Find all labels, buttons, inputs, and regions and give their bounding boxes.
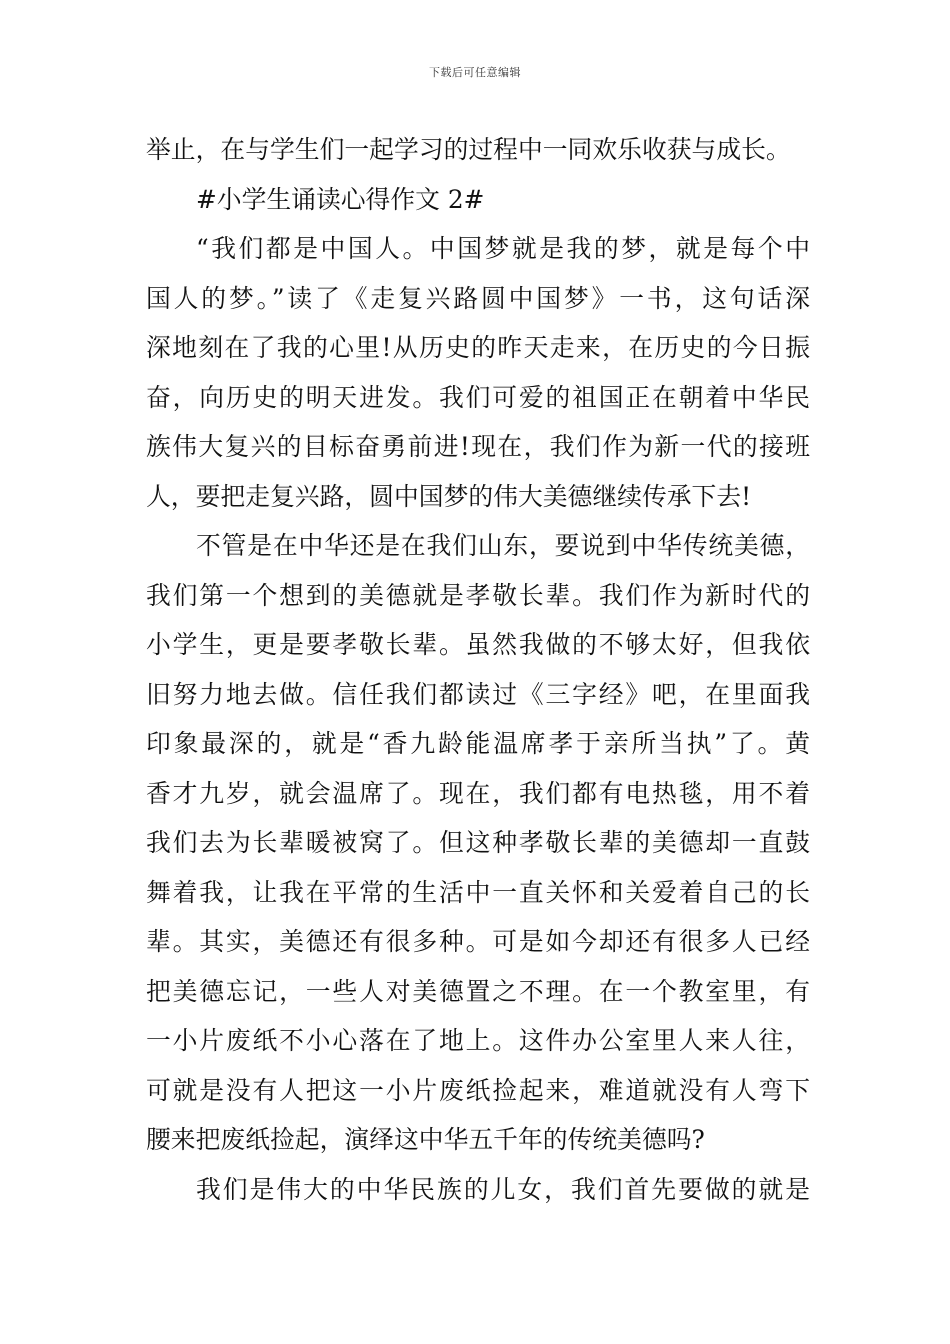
- text-line: 不管是在中华还是在我们山东，要说到中华传统美德，: [196, 531, 810, 560]
- text-line: 一小片废纸不小心落在了地上。这件办公室里人来人往，: [146, 1026, 810, 1055]
- section-heading: #小学生诵读心得作文 2#: [196, 184, 485, 214]
- text-line: 旧努力地去做。信任我们都读过《三字经》吧，在里面我: [146, 679, 810, 709]
- text-line: 族伟大复兴的目标奋勇前进!现在，我们作为新一代的接班: [146, 432, 810, 461]
- text-line: “我们都是中国人。中国梦就是我的梦，就是每个中: [196, 234, 810, 263]
- text-line: 国人的梦。”读了《走复兴路圆中国梦》一书，这句话深: [146, 283, 810, 313]
- essay-body: [146, 125, 810, 1214]
- text-line: 奋，向历史的明天进发。我们可爱的祖国正在朝着中华民: [146, 382, 810, 412]
- text-line: 可就是没有人把这一小片废纸捡起来，难道就没有人弯下: [146, 1075, 810, 1105]
- text-line: 深地刻在了我的心里!从历史的昨天走来，在历史的今日振: [146, 333, 810, 362]
- text-line: 香才九岁，就会温席了。现在，我们都有电热毯，用不着: [146, 778, 810, 808]
- text-line: 我们去为长辈暖被窝了。但这种孝敬长辈的美德却一直鼓: [146, 828, 810, 857]
- text-line: 腰来把废纸捡起，演绎这中华五千年的传统美德吗?: [146, 1125, 705, 1154]
- text-line: 把美德忘记，一些人对美德置之不理。在一个教室里，有: [146, 976, 810, 1006]
- text-line: 辈。其实，美德还有很多种。可是如今却还有很多人已经: [146, 927, 810, 956]
- text-line: 小学生，更是要孝敬长辈。虽然我做的不够太好，但我依: [146, 630, 810, 659]
- text-line: 人，要把走复兴路，圆中国梦的伟大美德继续传承下去!: [146, 481, 752, 511]
- text-line: 印象最深的，就是“香九龄能温席孝于亲所当执”了。黄: [146, 729, 810, 758]
- page-header: 下载后可任意编辑: [429, 66, 521, 79]
- text-line: 我们第一个想到的美德就是孝敬长辈。我们作为新时代的: [146, 580, 810, 610]
- text-line: 我们是伟大的中华民族的儿女，我们首先要做的就是: [196, 1174, 810, 1204]
- text-line: 舞着我，让我在平常的生活中一直关怀和关爱着自己的长: [146, 877, 810, 907]
- text-line: 举止，在与学生们一起学习的过程中一同欢乐收获与成长。: [146, 135, 791, 164]
